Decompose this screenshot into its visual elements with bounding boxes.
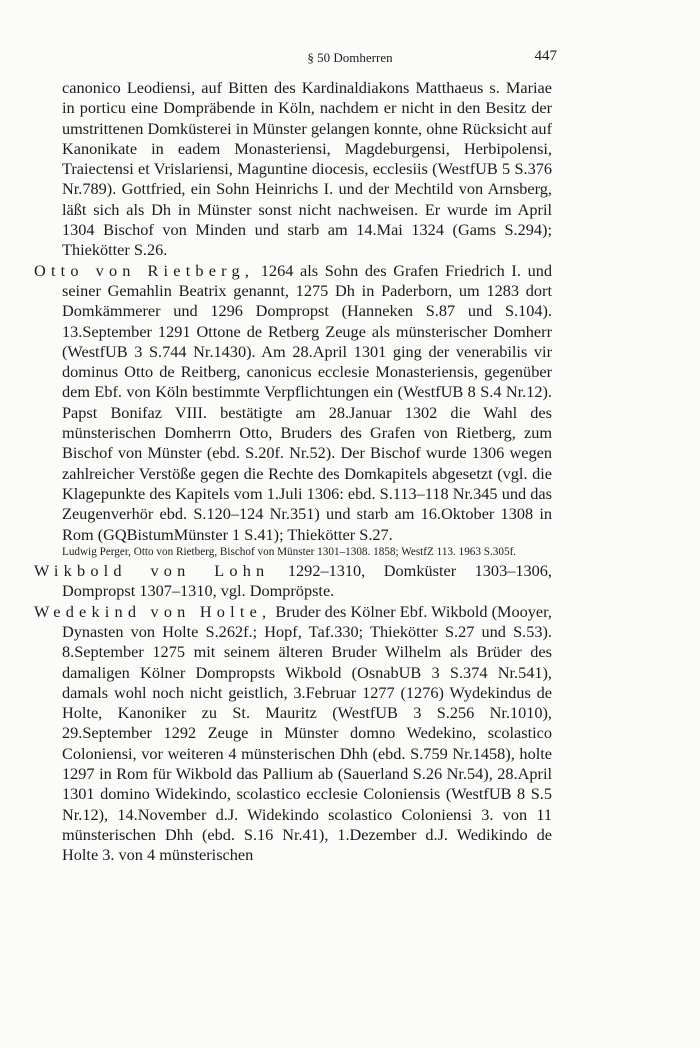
- entry-otto: [34, 261, 552, 545]
- bibliography-note: Ludwig Perger, Otto von Rietberg, Bischof von Münster 1301–1308. 1858; WestfZ 113. 1963 S.305f.: [62, 545, 517, 558]
- paragraph-intro: canonico Leodiensi, auf Bitten des Kardinaldiakons Matthaeus s. Mariae in porticu eine Dompräbende in Köln, nachdem er nicht in den Besitz der umstrittenen Domküsterei in Münster gelangen konnte, ohne Rücksicht auf Kanonikate in eadem Monasteriensi, Magdeburgensi, Herbipolensi, Traiectensi et Vrislariensi, Maguntine diocesis, ecclesiis (WestfUB 5 S.376 Nr.789). Gottfried, ein Sohn Heinrichs I. und der Mechtild von Arnsberg, läßt sich als Dh in Münster sonst nicht nachweisen. Er wurde im April 1304 Bischof von Minden und starb am 14.Mai 1324 (Gams S.294); Thiekötter S.26.: [62, 78, 552, 260]
- entry-text: Bruder des Kölner Ebf. Wikbold (Mooyer, Dynasten von Holte S.262f.; Hopf, Taf.330; Thiekötter S.27 und S.53). 8.September 1275 mit seinem älteren Bruder Wilhelm als Brüder des damaligen Kölner Dompropsts Wikbold (OsnabUB 3 S.374 Nr.541), damals wohl noch nicht geistlich, 3.Februar 1277 (1276) Wydekindus de Holte, Kanoniker zu St. Mauritz (WestfUB 3 S.256 Nr.1010), 29.September 1292 Zeuge in Münster domno Wedekino, scolastico Coloniensi, vor weiteren 4 münsterischen Dhh (ebd. S.759 Nr.1458), holte 1297 in Rom für Wikbold das Pallium ab (Sauerland S.26 Nr.54), 28.April 1301 domino Widekindo, scolastico ecclesie Coloniensis (WestfUB 8 S.5 Nr.12), 14.November d.J. Widekindo scolastico Coloniensi 3. von 11 münsterischen Dhh (ebd. S.16 Nr.41), 1.Dezember d.J. Wedikindo de Holte 3. von 4 münsterischen: [62, 601, 552, 865]
- entry-name: Wikbold von Lohn: [34, 561, 270, 581]
- entry-name: Wedekind von Holte,: [34, 601, 272, 621]
- entry-text: 1264 als Sohn des Grafen Friedrich I. und seiner Gemahlin Beatrix genannt, 1275 Dh in Paderborn, um 1283 dort Domkämmerer und 1296 Dompropst (Hanneken S.87 und S.104). 13.September 1291 Ottone de Retberg Zeuge als münsterischer Domherr (WestfUB 3 S.744 Nr.1430). Am 28.April 1301 ging der venerabilis vir dominus Otto de Reitberg, canonicus ecclesie Monasteriensis, gegenüber dem Ebf. von Köln bestimmte Verpflichtungen ein (WestfUB 8 S.4 Nr.12). Papst Bonifaz VIII. bestätigte am 28.Januar 1302 die Wahl des münsterischen Domherrn Otto, Bruders des Grafen von Rietberg, zum Bischof von Münster (ebd. S.20f. Nr.52). Der Bischof wurde 1306 wegen zahlreicher Verstöße gegen die Rechte des Domkapitels abgesetzt (vgl. die Klagepunkte des Kapitels vom 1.Juli 1306: ebd. S.113–118 Nr.345 und das Zeugenverhör ebd. S.120–124 Nr.351) und starb am 16.Oktober 1308 in Rom (GQBistumMünster 1 S.41); Thiekötter S.27.: [62, 260, 552, 544]
- entry-text: 1292–1310, Domküster 1303–1306, Dompropst 1307–1310, vgl. Dompröpste.: [62, 561, 552, 601]
- body-text: [34, 78, 552, 865]
- entry-wikbold: [34, 561, 552, 602]
- running-head: [0, 50, 700, 68]
- entry-wedekind: [34, 602, 552, 866]
- page-number: 447: [534, 48, 557, 64]
- entry-name: Otto von Rietberg,: [34, 260, 255, 280]
- section-title: § 50 Domherren: [307, 50, 393, 65]
